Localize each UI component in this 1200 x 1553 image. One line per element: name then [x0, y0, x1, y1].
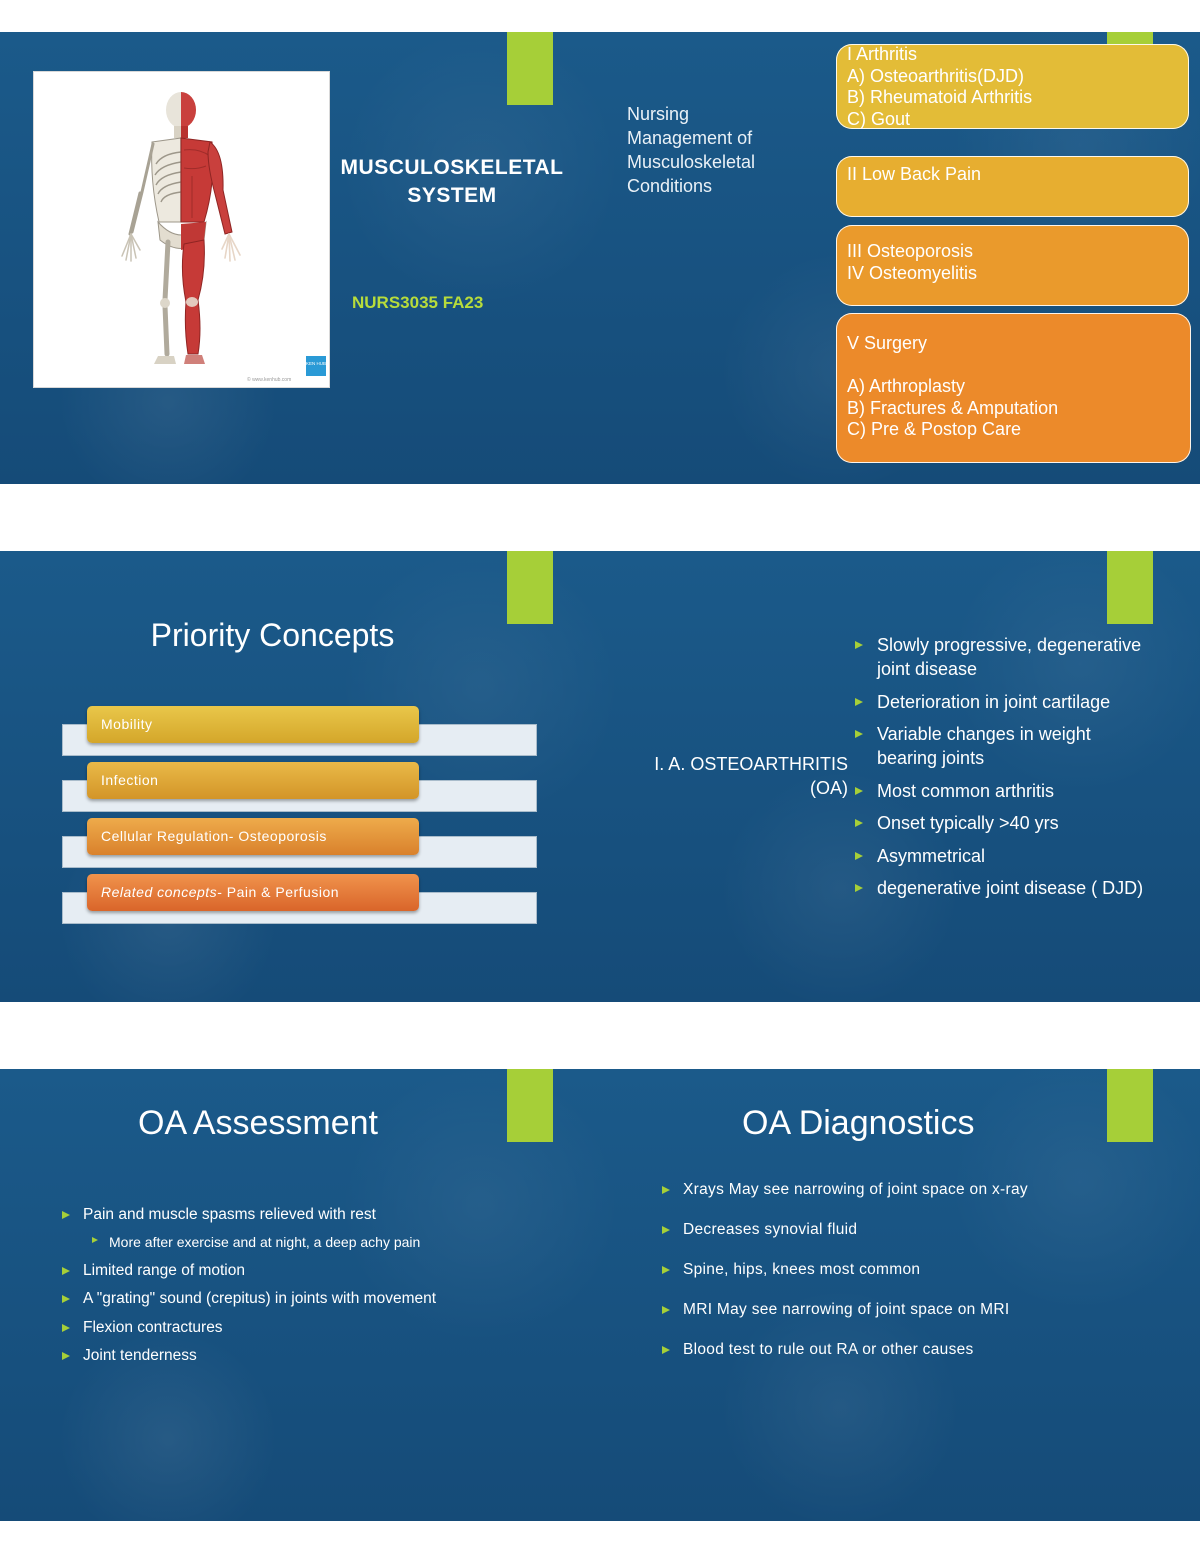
list-item-text: degenerative joint disease ( DJD) [877, 878, 1144, 898]
osteoarthritis-title-line-1: I. A. OSTEOARTHRITIS [654, 754, 848, 774]
concept-label: Infection [87, 762, 419, 799]
bullet-arrow-icon [662, 1266, 670, 1274]
list-item-text: Xrays May see narrowing of joint space on x-ray [683, 1181, 1028, 1198]
list-item [855, 690, 1145, 714]
subtitle-line: Nursing [627, 104, 690, 124]
list-item [855, 779, 1145, 803]
topic-box-arthritis [836, 44, 1189, 129]
concept-label: Cellular Regulation- Osteoporosis [87, 818, 419, 855]
accent-tab-left [507, 551, 553, 624]
priority-concepts-title: Priority Concepts [150, 617, 395, 653]
topic-line: B) Rheumatoid Arthritis [847, 87, 1033, 107]
bullet-arrow-icon [855, 884, 863, 892]
slide-row-2 [0, 551, 1200, 1002]
bullet-arrow-icon [62, 1211, 70, 1219]
list-item-text: A "grating" sound (crepitus) in joints with movement [83, 1290, 437, 1308]
list-item [855, 633, 1145, 681]
bullet-arrow-icon [855, 730, 863, 738]
osteoarthritis-title [600, 752, 848, 800]
list-item-text: Onset typically >40 yrs [877, 813, 1059, 833]
list-item-text: MRI May see narrowing of joint space on MRI [683, 1301, 1010, 1318]
topic-line: C) Gout [847, 108, 911, 129]
anatomy-figure [33, 71, 330, 388]
topic-line: III Osteoporosis [847, 241, 974, 261]
list-item-text: Decreases synovial fluid [683, 1221, 858, 1238]
topic-line: C) Pre & Postop Care [847, 419, 1022, 439]
bullet-arrow-icon [662, 1306, 670, 1314]
concept-label-rest: - Pain & Perfusion [217, 884, 340, 900]
slide-row-1 [0, 32, 1200, 484]
subtitle-line: Management of [627, 128, 753, 148]
list-item [62, 1346, 502, 1366]
bullet-arrow-icon [855, 819, 863, 827]
bullet-arrow-icon [62, 1352, 70, 1360]
list-item-text: Flexion contractures [83, 1318, 223, 1336]
course-code: NURS3035 FA23 [352, 293, 484, 312]
bullet-arrow-icon [855, 641, 863, 649]
concept-label-italic: Related concepts [101, 884, 218, 900]
topic-line: B) Fractures & Amputation [847, 397, 1059, 418]
list-item-text: Variable changes in weight bearing joints [877, 724, 1091, 768]
list-item-text: Most common arthritis [877, 780, 1055, 801]
list-item [62, 1261, 502, 1281]
assessment-bullet-list [62, 1205, 502, 1374]
list-item [855, 844, 1145, 868]
list-item [662, 1300, 1102, 1320]
bullet-arrow-icon [62, 1295, 70, 1303]
list-item [662, 1260, 1102, 1280]
slide-title-line-1: MUSCULOSKELETAL [340, 156, 564, 179]
list-item-text: Spine, hips, knees most common [683, 1261, 921, 1278]
list-item-text: Asymmetrical [877, 845, 986, 866]
bullet-arrow-icon [92, 1237, 98, 1243]
topic-line: A) Arthroplasty [847, 376, 966, 396]
skeleton-muscle-illustration [34, 72, 329, 387]
kenhub-logo [306, 356, 326, 376]
list-item [662, 1340, 1102, 1360]
topic-line: A) Osteoarthritis(DJD) [847, 65, 1025, 86]
accent-tab-right [1107, 551, 1153, 624]
topic-box-surgery [836, 313, 1191, 463]
bullet-arrow-icon [855, 787, 863, 795]
kenhub-logo-text: KEN HUB [305, 361, 327, 366]
concept-label: Mobility [87, 706, 419, 743]
topic-line: V Surgery [847, 333, 928, 353]
list-item [662, 1180, 1102, 1200]
bullet-arrow-icon [855, 852, 863, 860]
list-item-text: Slowly progressive, degenerative joint disease [877, 635, 1142, 679]
slide-subtitle [627, 102, 802, 198]
list-item-text: Joint tenderness [83, 1346, 197, 1364]
subtitle-line: Musculoskeletal [627, 152, 756, 172]
bullet-arrow-icon [62, 1324, 70, 1332]
bullet-arrow-icon [855, 698, 863, 706]
bullet-arrow-icon [62, 1267, 70, 1275]
list-item-text: Limited range of motion [83, 1261, 245, 1279]
oa-assessment-title: OA Assessment [138, 1104, 378, 1142]
list-subitem [62, 1232, 502, 1252]
topic-line: I Arthritis [847, 44, 918, 64]
oa-diagnostics-title: OA Diagnostics [742, 1104, 975, 1142]
accent-tab-left [507, 32, 553, 105]
list-item-text: Pain and muscle spasms relieved with rest [83, 1206, 376, 1223]
slide-title [328, 154, 576, 210]
list-item-text: Blood test to rule out RA or other causes [683, 1341, 974, 1358]
concept-label [87, 874, 419, 911]
bullet-arrow-icon [662, 1186, 670, 1194]
topic-spacer [847, 355, 1180, 377]
diagnostics-bullet-list [662, 1180, 1102, 1380]
list-item [855, 722, 1145, 770]
list-item [62, 1318, 502, 1338]
osteoarthritis-bullet-list [855, 633, 1145, 909]
list-item [855, 811, 1145, 835]
list-item-text: Deterioration in joint cartilage [877, 691, 1111, 712]
bullet-arrow-icon [662, 1346, 670, 1354]
subtitle-line: Conditions [627, 176, 713, 196]
image-caption: © www.kenhub.com [247, 377, 292, 383]
topic-box-osteoporosis [836, 225, 1189, 306]
topic-line: II Low Back Pain [847, 164, 982, 184]
list-item-text: More after exercise and at night, a deep achy pain [109, 1234, 421, 1251]
accent-tab-left [507, 1069, 553, 1142]
list-item [62, 1205, 502, 1225]
topic-line: IV Osteomyelitis [847, 262, 978, 283]
slide-row-3 [0, 1069, 1200, 1521]
bullet-arrow-icon [662, 1226, 670, 1234]
accent-tab-right [1107, 1069, 1153, 1142]
topic-box-low-back-pain [836, 156, 1189, 217]
list-item [662, 1220, 1102, 1240]
list-item [62, 1289, 502, 1309]
list-item [855, 876, 1145, 900]
slide-title-line-2: SYSTEM [407, 184, 497, 207]
osteoarthritis-title-line-2: (OA) [810, 778, 848, 798]
